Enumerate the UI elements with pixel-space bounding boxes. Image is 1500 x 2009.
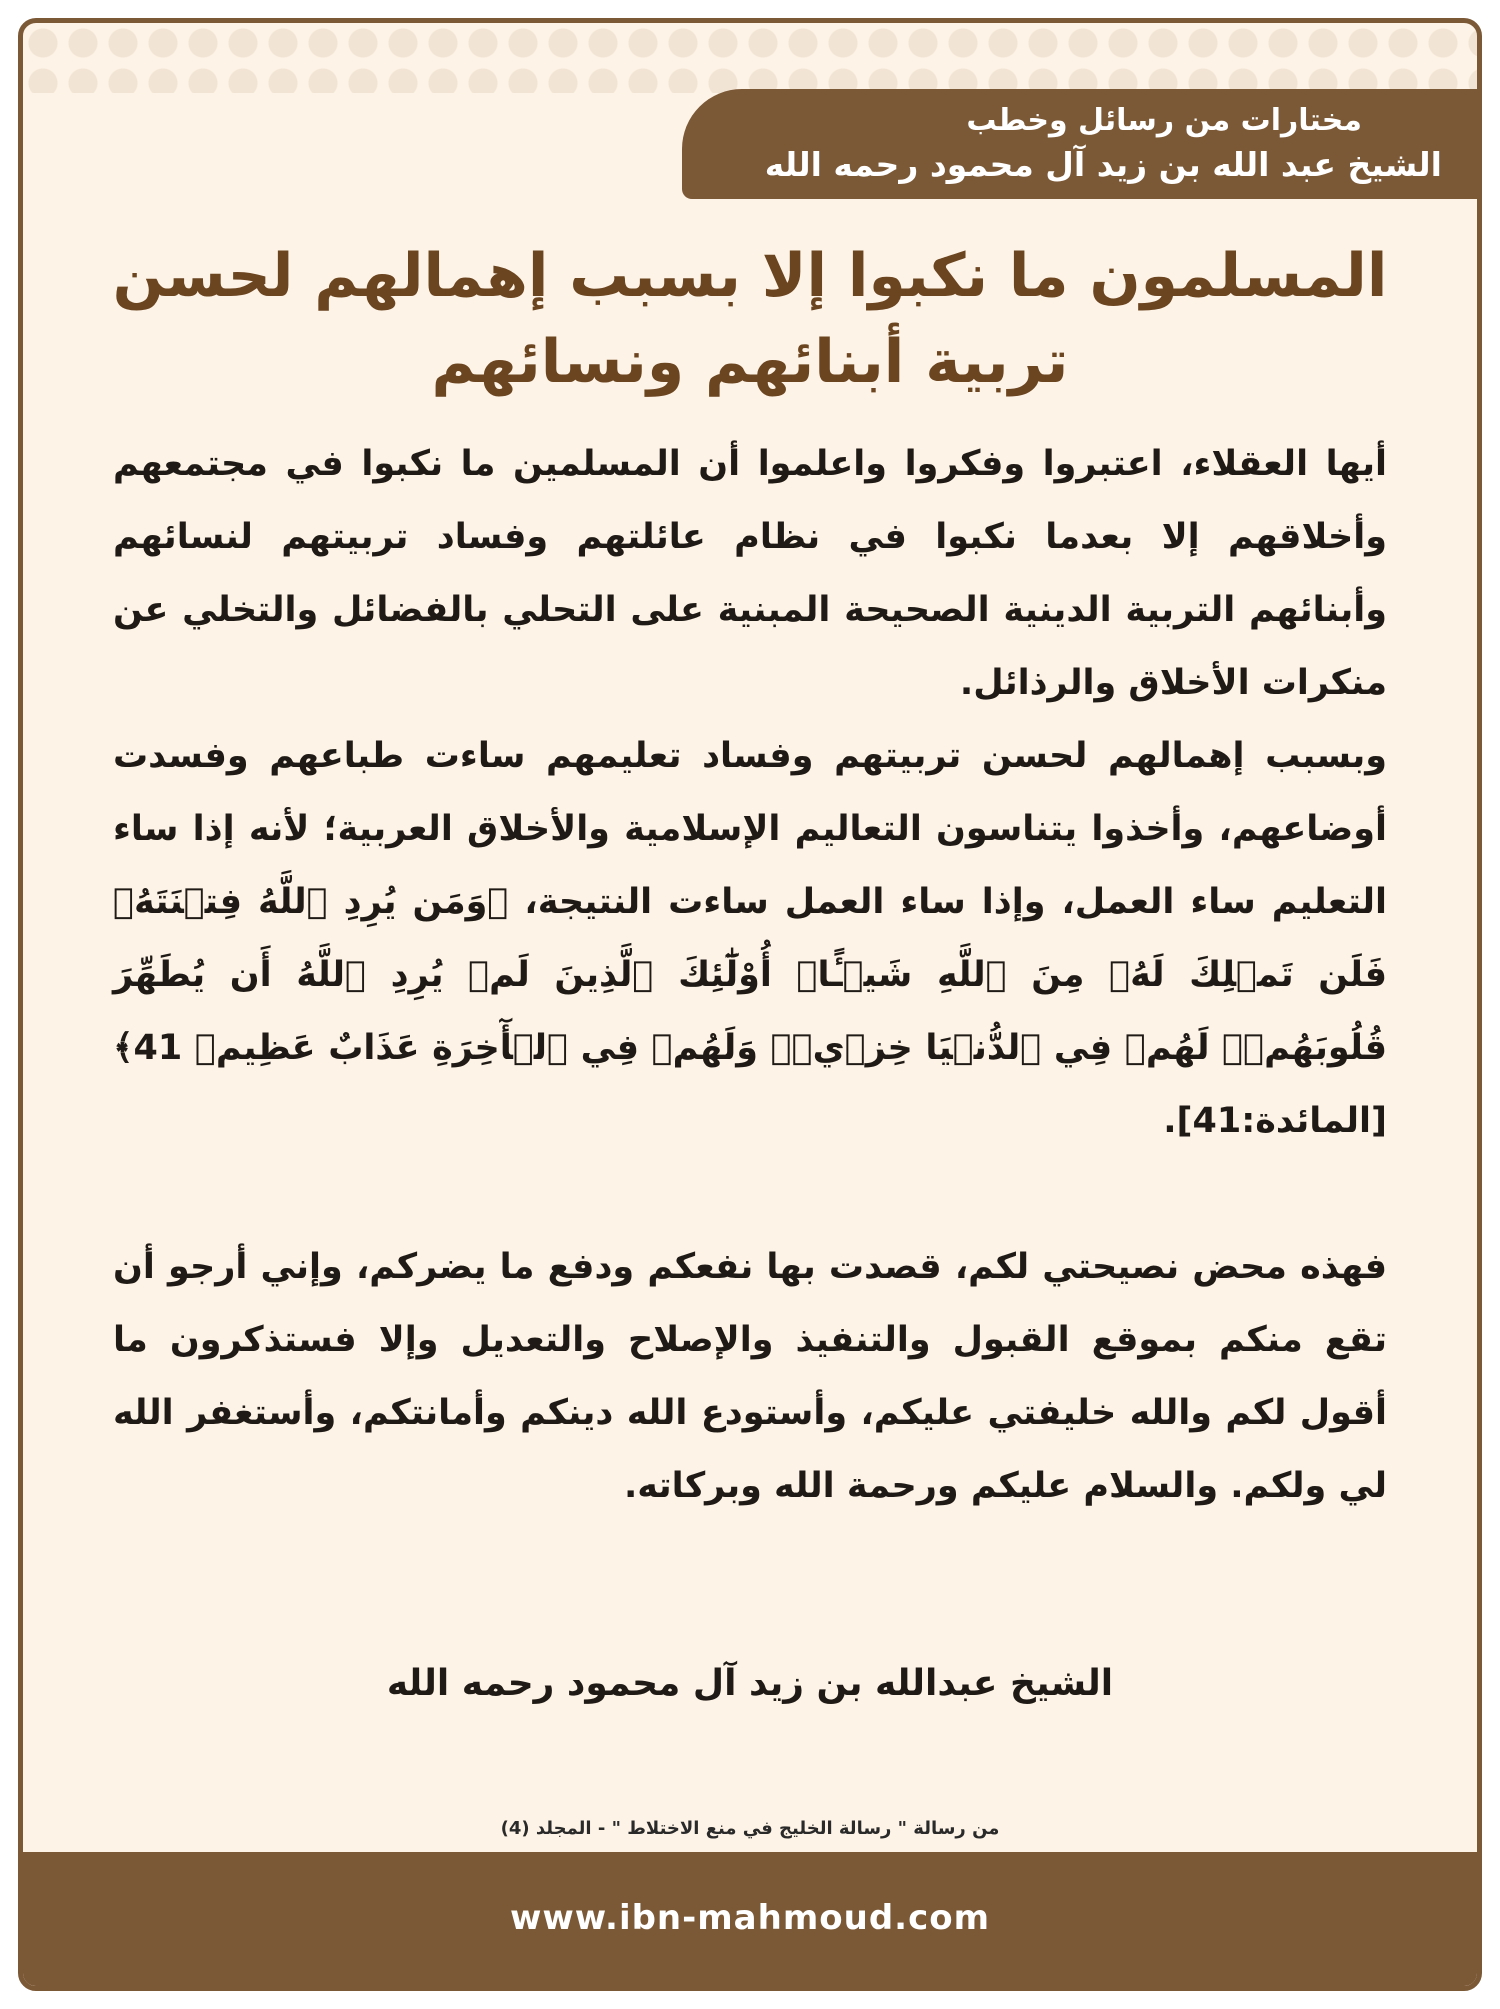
- header-banner: [682, 89, 1482, 199]
- source-citation: من رسالة " رسالة الخليج في منع الاختلاط " - المجلد (4): [500, 1818, 1000, 1839]
- title-line-2: تربية أبنائهم ونسائهم: [431, 327, 1069, 397]
- paragraph-3: فهذه محض نصيحتي لكم، قصدت بها نفعكم ودفع ما يضركم، وإني أرجو أن تقع منكم بموقع القبول والتنفيذ والإصلاح والتعديل وإلا فستذكرون ما أقول لكم والله خليفتي عليكم، وأستودع الله دينكم وأمانتكم، وأستغفر الله لي ولكم. والسلام عليكم ورحمة الله وبركاته.: [113, 1247, 1387, 1506]
- header-author: الشيخ عبد الله بن زيد آل محمود رحمه الله: [764, 145, 1442, 184]
- paragraph-2: وبسبب إهمالهم لحسن تربيتهم وفساد تعليمهم ساءت طباعهم وفسدت أوضاعهم، وأخذوا يتناسون التعاليم الإسلامية والأخلاق العربية؛ لأنه إذا ساء التعليم ساء العمل، وإذا ساء العمل ساءت النتيجة، ﴿وَمَن يُرِدِ ٱللَّهُ فِتۡنَتَهُۥ فَلَن تَمۡلِكَ لَهُۥ مِنَ ٱللَّهِ شَيۡـًٔاۚ أُوْلَٰٓئِكَ ٱلَّذِينَ لَمۡ يُرِدِ ٱللَّهُ أَن يُطَهِّرَ قُلُوبَهُمۡۚ لَهُمۡ فِي ٱلدُّنۡيَا خِزۡيٞۖ وَلَهُمۡ فِي ٱلۡأٓخِرَةِ عَذَابٌ عَظِيمٞ 41﴾ [المائدة:41].: [113, 736, 1387, 1141]
- paragraph-1: أيها العقلاء، اعتبروا وفكروا واعلموا أن المسلمين ما نكبوا في مجتمعهم وأخلاقهم إلا بعدما نكبوا في نظام عائلتهم وفساد تربيتهم لنسائهم وأبنائهم التربية الدينية الصحيحة المبنية على التحلي بالفضائل والتخلي عن منكرات الأخلاق والرذائل.: [113, 444, 1387, 703]
- website-link[interactable]: www.ibn-mahmoud.com: [509, 1898, 991, 1938]
- article-body: [113, 428, 1387, 1523]
- paragraph-spacer: [113, 1158, 1387, 1231]
- header-subtitle: مختارات من رسائل وخطب: [966, 103, 1362, 138]
- signature: الشيخ عبدالله بن زيد آل محمود رحمه الله: [386, 1663, 1114, 1704]
- decorative-pattern: [23, 23, 1477, 93]
- page-title: [103, 233, 1397, 405]
- document-frame: [18, 18, 1482, 1991]
- footer-bar: [23, 1852, 1477, 1986]
- title-line-1: المسلمون ما نكبوا إلا بسبب إهمالهم لحسن: [112, 241, 1388, 311]
